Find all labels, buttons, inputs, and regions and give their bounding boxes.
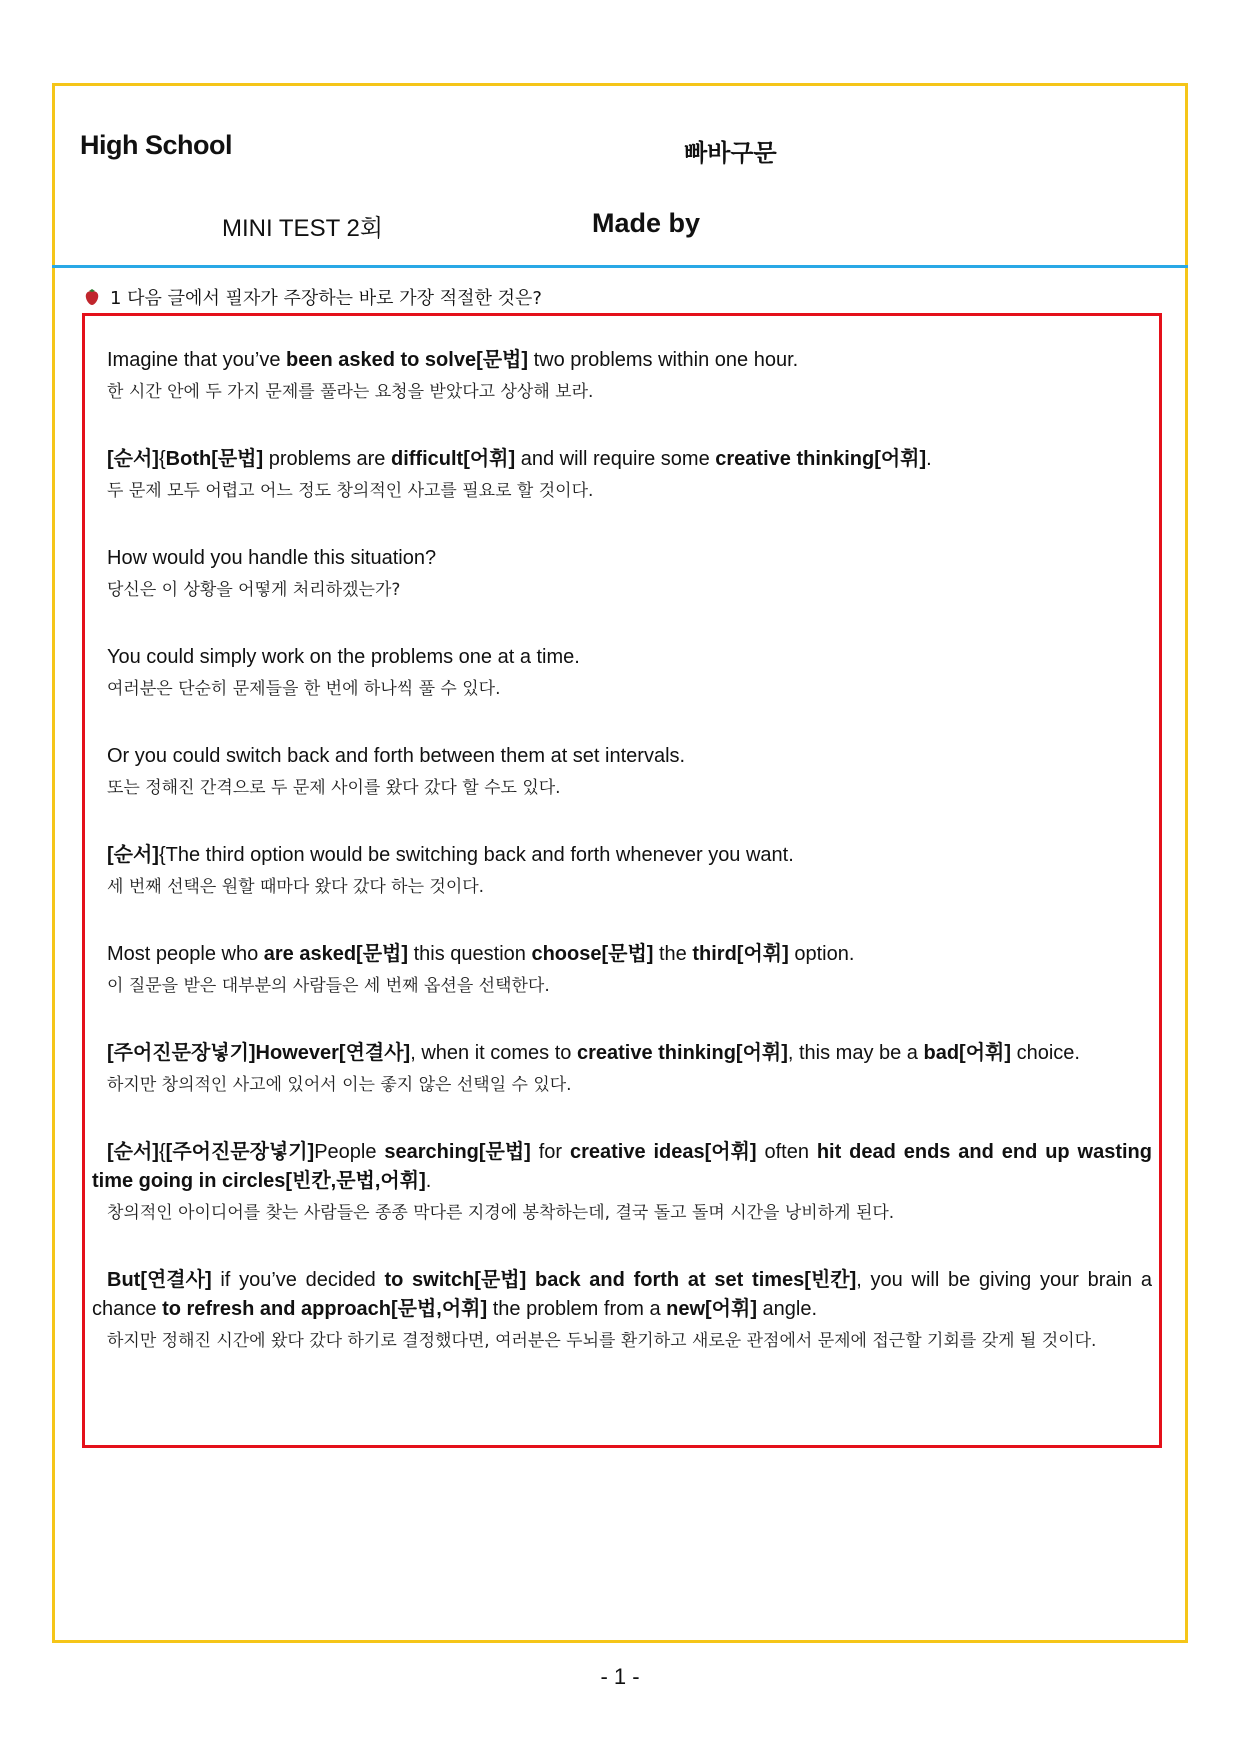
korean-translation: 여러분은 단순히 문제들을 한 번에 하나씩 풀 수 있다. [107, 679, 501, 699]
korean-translation: 하지만 정해진 시간에 왔다 갔다 하기로 결정했다면, 여러분은 두뇌를 환기하고 새로운 관점에서 문제에 접근할 기회를 갖게 될 것이다. [107, 1331, 1097, 1351]
english-sentence [92, 1039, 1152, 1068]
sentence-pair [92, 841, 1152, 902]
highlighted-phrase: [주어진문장넣기]However[연결사] [107, 1042, 411, 1064]
sentence-text: option. [788, 943, 855, 965]
english-sentence [92, 841, 1152, 870]
school-level: High School [80, 130, 232, 160]
sentence-text: { [158, 1141, 166, 1163]
highlighted-phrase: new[어휘] [666, 1298, 757, 1320]
sentence-text: angle. [756, 1298, 818, 1320]
highlighted-phrase: creative ideas[어휘] [569, 1141, 757, 1163]
sentence-text: How would you handle this situation? [107, 547, 437, 569]
highlighted-phrase: [순서] [107, 1141, 159, 1163]
highlighted-phrase: to switch[문법] back and forth at set times[빈칸] [384, 1269, 857, 1291]
sentence-text: this question [408, 943, 532, 965]
english-sentence [92, 445, 1152, 474]
highlighted-phrase: But[연결사] [107, 1269, 212, 1291]
sentence-text: the problem from a [487, 1298, 667, 1320]
sentence-pair [92, 544, 1152, 605]
sentence-text: two problems within one hour. [528, 349, 799, 371]
sentence-text: , you will be giving your brain a chance [92, 1269, 1152, 1320]
english-sentence [92, 742, 1152, 771]
korean-translation: 당신은 이 상황을 어떻게 처리하겠는가? [107, 580, 401, 600]
sentence-text: Imagine that you’ve [107, 349, 286, 371]
highlighted-phrase: [순서] [107, 448, 159, 470]
sentence-text: { [158, 448, 166, 470]
highlighted-phrase: creative thinking[어휘] [715, 448, 927, 470]
sentence-pair [92, 643, 1152, 704]
highlighted-phrase: to refresh and approach[문법,어휘] [162, 1298, 488, 1320]
sentence-text: problems are [263, 448, 391, 470]
sentence-text: if you’ve decided [211, 1269, 385, 1291]
korean-translation: 한 시간 안에 두 가지 문제를 풀라는 요청을 받았다고 상상해 보라. [107, 382, 594, 402]
sentence-pair [92, 445, 1152, 506]
highlighted-phrase: Both[문법] [165, 448, 264, 470]
sentence-text: . [425, 1170, 432, 1192]
sentence-text: for [530, 1141, 570, 1163]
strawberry-icon [84, 288, 100, 306]
sentence-text: {The third option would be switching back and forth whenever you want. [158, 844, 794, 866]
sentence-text: choice. [1011, 1042, 1080, 1064]
header-divider [52, 265, 1188, 268]
highlighted-phrase: [순서] [107, 844, 159, 866]
english-sentence [92, 1266, 1152, 1324]
korean-translation: 이 질문을 받은 대부분의 사람들은 세 번째 옵션을 선택한다. [107, 976, 550, 996]
highlighted-phrase: creative thinking[어휘] [576, 1042, 788, 1064]
highlighted-phrase: [주어진문장넣기] [165, 1141, 315, 1163]
korean-translation: 창의적인 아이디어를 찾는 사람들은 종종 막다른 지경에 봉착하는데, 결국 돌고 돌며 시간을 낭비하게 된다. [107, 1203, 895, 1223]
sentence-text: Or you could switch back and forth between them at set intervals. [107, 745, 686, 767]
english-sentence [92, 544, 1152, 573]
sentence-pair [92, 1039, 1152, 1100]
sentence-text: often [756, 1141, 817, 1163]
korean-translation: 또는 정해진 간격으로 두 문제 사이를 왔다 갔다 할 수도 있다. [107, 778, 561, 798]
sentence-pair [92, 742, 1152, 803]
question-text: 1 다음 글에서 필자가 주장하는 바로 가장 적절한 것은? [110, 288, 542, 309]
sentence-text: and will require some [515, 448, 716, 470]
passage [92, 346, 1152, 1394]
korean-translation: 세 번째 선택은 원할 때마다 왔다 갔다 하는 것이다. [107, 877, 485, 897]
highlighted-phrase: searching[문법] [384, 1141, 531, 1163]
sentence-text: the [653, 943, 693, 965]
english-sentence [92, 346, 1152, 375]
sentence-text: You could simply work on the problems one at a time. [107, 646, 580, 668]
highlighted-phrase: bad[어휘] [923, 1042, 1012, 1064]
question-prompt [84, 284, 542, 310]
english-sentence [92, 940, 1152, 969]
highlighted-phrase: are asked[문법] [263, 943, 409, 965]
sentence-text: , when it comes to [410, 1042, 577, 1064]
page-number: - 1 - [600, 1664, 640, 1689]
sentence-text: , this may be a [787, 1042, 924, 1064]
sentence-pair [92, 1266, 1152, 1356]
english-sentence [92, 643, 1152, 672]
sentence-text: Most people who [107, 943, 264, 965]
highlighted-phrase: been asked to solve[문법] [286, 349, 529, 371]
highlighted-phrase: hit dead ends and end up wasting time going in circles[빈칸,문법,어휘] [92, 1141, 1152, 1192]
highlighted-phrase: difficult[어휘] [391, 448, 516, 470]
sentence-text: People [314, 1141, 385, 1163]
english-sentence [92, 1138, 1152, 1196]
highlighted-phrase: choose[문법] [531, 943, 654, 965]
made-by-label: Made by [592, 208, 701, 238]
series-title: 빠바구문 [684, 139, 777, 167]
korean-translation: 하지만 창의적인 사고에 있어서 이는 좋지 않은 선택일 수 있다. [107, 1075, 572, 1095]
highlighted-phrase: third[어휘] [692, 943, 789, 965]
test-title: MINI TEST 2회 [222, 215, 383, 242]
sentence-pair [92, 1138, 1152, 1228]
sentence-pair [92, 940, 1152, 1001]
korean-translation: 두 문제 모두 어렵고 어느 정도 창의적인 사고를 필요로 할 것이다. [107, 481, 594, 501]
sentence-text: . [926, 448, 932, 470]
sentence-pair [92, 346, 1152, 407]
